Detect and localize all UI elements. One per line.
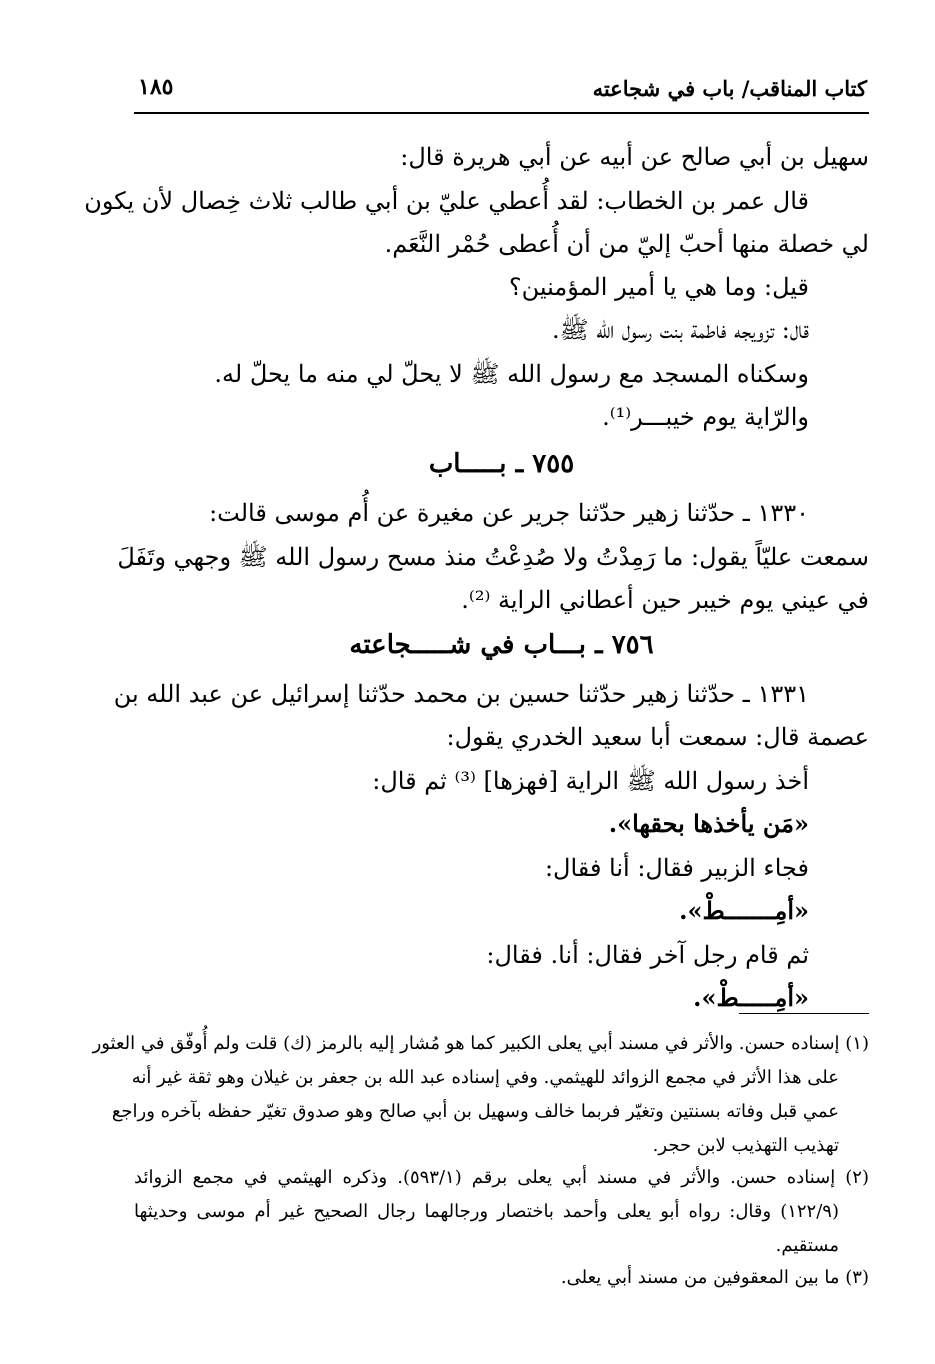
footnote-line: (١) إسناده حسن. والأثر في مسند أبي يعلى الكبير كما هو مُشار إليه بالرمز (ك) قلت ولم أُوفّق في العثور (92, 1033, 869, 1054)
hadith-line: «أمِـــــطْ». (693, 983, 809, 1012)
footnote-line: (١٢٢/٩) وقال: رواه أبو يعلى وأحمد باختصار ورجالهما رجال الصحيح غير أم موسى وحديثها (134, 1201, 839, 1222)
text-line: وسكناه المسجد مع رسول الله ﷺ لا يحلّ لي منه ما يحلّ له. (214, 360, 809, 388)
hadith-line: ١٣٣١ ـ حدّثنا زهير حدّثنا حسين بن محمد حدّثنا إسرائيل عن عبد الله بن (113, 680, 809, 708)
hadith-line: في عيني يوم خيبر حين أعطاني الراية ⁽²⁾. (461, 586, 869, 614)
running-header-title: كتاب المناقب/ باب في شجاعته (592, 76, 867, 101)
header-rule (134, 112, 869, 114)
text-line: قيل: وما هي يا أمير المؤمنين؟ (508, 273, 809, 301)
footnote-line: (٢) إسناده حسن. والأثر في مسند أبي يعلى برقم (٥٩٣/١). وذكره الهيثمي في مجمع الزوائد (134, 1167, 869, 1188)
hadith-line: عصمة قال: سمعت أبا سعيد الخدري يقول: (446, 723, 869, 751)
section-heading-755: ٧٥٥ ـ بـــــاب (428, 449, 575, 479)
page-number: ١٨٥ (138, 74, 174, 100)
hadith-line: ثم قام رجل آخر فقال: أنا. فقال: (486, 941, 809, 969)
hadith-line: «مَن يأخذها بحقها». (608, 809, 809, 838)
hadith-line: فجاء الزبير فقال: أنا فقال: (544, 854, 809, 882)
text-line: قال عمر بن الخطاب: لقد أُعطي عليّ بن أبي طالب ثلاث خِصال لأن يكون (84, 187, 809, 215)
text-line: قال: تزويجه فاطمة بنت رسول الله ﷺ. (552, 316, 809, 344)
section-heading-756: ٧٥٦ ـ بـــاب في شـــــجاعته (349, 630, 654, 660)
footnote-rule (739, 1013, 869, 1014)
hadith-line: ١٣٣٠ ـ حدّثنا زهير حدّثنا جرير عن مغيرة عن أُم موسى قالت: (209, 499, 809, 527)
hadith-line: أخذ رسول الله ﷺ الراية [فهزها] ⁽³⁾ ثم قال: (372, 767, 809, 795)
text-line: والرّاية يوم خيبـــر⁽¹⁾. (602, 403, 809, 431)
footnote-line: (٣) ما بين المعقوفين من مسند أبي يعلى. (560, 1267, 869, 1288)
hadith-line: سمعت عليّاً يقول: ما رَمِدْتُ ولا صُدِعْتُ منذ مسح رسول الله ﷺ وجهي وتَفَلَ (117, 543, 869, 571)
footnote-line: على هذا الأثر في مجمع الزوائد للهيثمي. وفي إسناده عبد الله بن جعفر بن غيلان وهو ثقة غير أنه (131, 1067, 839, 1088)
text-line: سهيل بن أبي صالح عن أبيه عن أبي هريرة قال: (400, 143, 869, 171)
footnote-line: مستقيم. (775, 1235, 839, 1256)
footnote-line: تهذيب التهذيب لابن حجر. (652, 1135, 839, 1156)
hadith-line: «أمِـــــــطْ». (679, 896, 809, 925)
footnote-line: عمي قبل وفاته بسنتين وتغيّر فربما خالف وسهيل بن أبي صالح وهو صدوق تغيّر حفظه بآخره وراجع (111, 1101, 839, 1122)
text-line: لي خصلة منها أحبّ إليّ من أن أُعطى حُمْر النَّعَم. (384, 230, 869, 258)
